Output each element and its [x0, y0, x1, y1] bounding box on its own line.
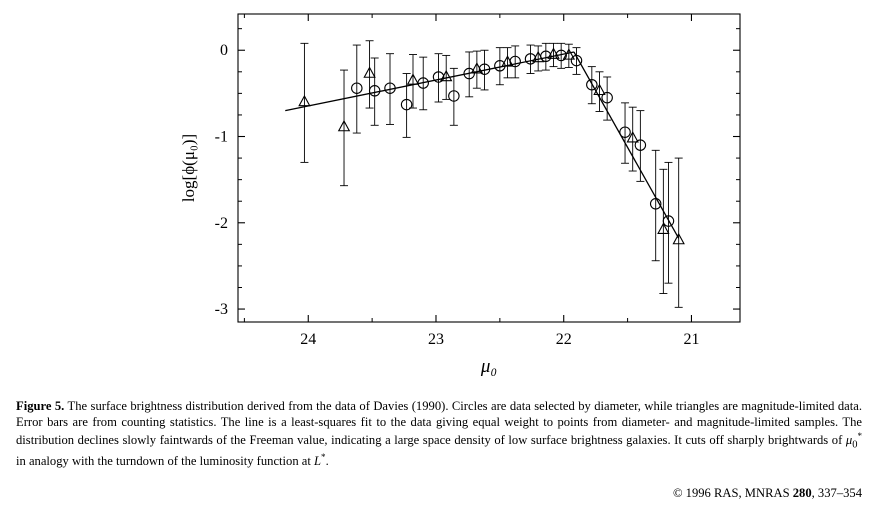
x-tick-label: 22 — [555, 331, 572, 348]
caption-math-l: L — [314, 454, 322, 469]
y-axis-label: log[ϕ(μ₀)] — [179, 133, 198, 203]
x-tick-label: 21 — [683, 331, 700, 348]
caption-math-mu: μ — [845, 432, 853, 447]
figure-label: Figure 5. — [16, 399, 65, 413]
y-tick-label: -2 — [214, 214, 228, 232]
caption-text-3: . — [325, 454, 329, 469]
y-tick-label: -1 — [214, 128, 228, 146]
plot-frame — [238, 14, 740, 322]
copyright-prefix: © 1996 RAS, MNRAS — [672, 486, 793, 500]
caption-math-mu-sup: * — [857, 430, 862, 441]
copyright-line — [673, 486, 862, 501]
x-tick-label: 24 — [300, 331, 317, 348]
copyright-volume: 280 — [792, 486, 812, 500]
figure-caption — [16, 398, 862, 470]
copyright-suffix: , 337–354 — [811, 486, 862, 500]
y-tick-label: 0 — [220, 42, 228, 60]
caption-text-2: in analogy with the turndown of the luminosity function at — [16, 454, 315, 469]
x-tick-label: 23 — [427, 331, 444, 348]
x-axis-label: μ₀ — [480, 356, 498, 377]
caption-text-1: The surface brightness distribution derived from the data of Davies (1990). Circles are data selected by diameter, while triangles are magnitude-limited data. Error bars are from counting statistics. The line is a least-squares fit to the data giving equal weight to points from diameter- and magnitude-limited samples. The distribution declines slowly faintwards of the Freeman value, indicating a large space density of low surface brightness galaxies. It cuts off sharply brightwards of — [16, 399, 862, 447]
y-tick-label: -3 — [214, 301, 228, 319]
caption-math-l-sup: * — [321, 452, 326, 463]
caption-math-mu-sub: 0 — [852, 439, 858, 451]
